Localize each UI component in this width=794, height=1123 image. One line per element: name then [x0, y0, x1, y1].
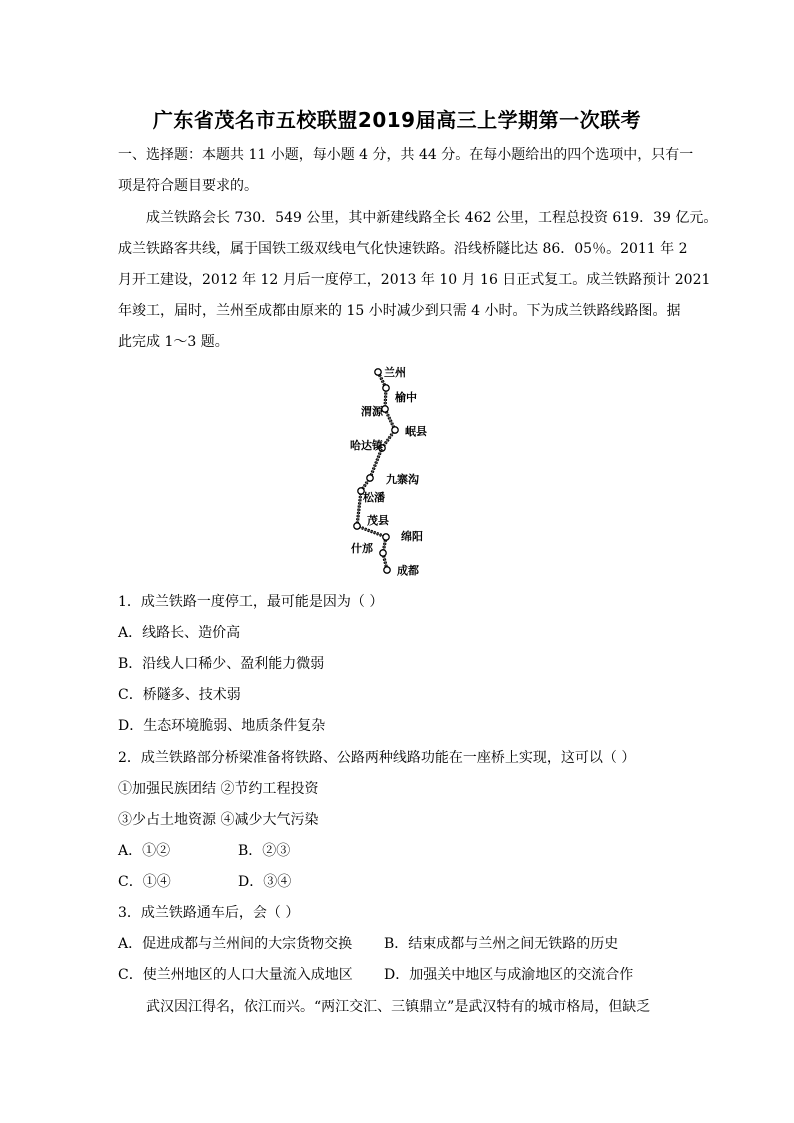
station-marker — [383, 534, 389, 540]
station-label: 九寨沟 — [386, 473, 419, 486]
passage1-line5: 此完成 1～3 题。 — [118, 334, 229, 350]
station-label: 兰州 — [384, 366, 406, 379]
question-1-option-b: B．沿线人口稀少、盈利能力微弱 — [118, 656, 325, 672]
question-3-option-a: A．促进成都与兰州间的大宗货物交换 — [118, 936, 353, 952]
station-label: 岷县 — [405, 425, 427, 438]
passage1-line1: 成兰铁路会长 730．549 公里，其中新建线路全长 462 公里，工程总投资 619．39 亿元。 — [146, 210, 718, 226]
station-marker — [354, 523, 360, 529]
passage1-line2: 成兰铁路客共线，属于国铁工级双线电气化快速铁路。沿线桥隧比达 86．05％。2011 年 2 — [118, 241, 688, 257]
question-2-option-a: A．①② — [118, 843, 171, 859]
section-instruction-line2: 项是符合题目要求的。 — [118, 178, 258, 194]
question-1-option-a: A．线路长、造价高 — [118, 625, 241, 641]
question-1-stem: 1．成兰铁路一度停工，最可能是因为（ ） — [118, 594, 384, 610]
station-marker — [383, 385, 389, 391]
station-marker — [375, 369, 381, 375]
question-3-option-d: D．加强关中地区与成渝地区的交流合作 — [384, 967, 634, 983]
station-marker — [392, 427, 398, 433]
question-3-option-b: B．结束成都与兰州之间无铁路的历史 — [384, 936, 619, 952]
railway-line-core — [357, 372, 395, 570]
question-2-option-b: B．②③ — [238, 843, 291, 859]
station-label: 茂县 — [367, 514, 389, 527]
question-2-items-row2: ③少占土地资源 ④减少大气污染 — [118, 812, 319, 828]
station-label: 绵阳 — [401, 530, 423, 543]
station-label: 哈达镇 — [350, 439, 383, 452]
station-marker — [380, 550, 386, 556]
question-2-items-row1: ①加强民族团结 ②节约工程投资 — [118, 781, 319, 797]
section-instruction-line1: 一、选择题：本题共 11 小题，每小题 4 分，共 44 分。在每小题给出的四个选项中，只有一 — [118, 147, 694, 163]
passage1-line4: 年竣工，届时，兰州至成都由原来的 15 小时减少到只需 4 小时。下为成兰铁路线路图。据 — [118, 303, 681, 319]
station-label: 松潘 — [363, 491, 385, 504]
station-marker — [384, 567, 390, 573]
question-1-option-c: C．桥隧多、技术弱 — [118, 687, 241, 703]
station-label: 渭源 — [361, 405, 383, 418]
station-label: 榆中 — [395, 391, 417, 404]
question-1-option-d: D．生态环境脆弱、地质条件复杂 — [118, 718, 326, 734]
station-label: 成都 — [397, 564, 419, 577]
station-marker — [367, 475, 373, 481]
question-3-option-c: C．使兰州地区的人口大量流入成地区 — [118, 967, 353, 983]
passage2-line1: 武汉因江得名，依江而兴。“两江交汇、三镇鼎立”是武汉特有的城市格局，但缺乏 — [146, 999, 651, 1015]
question-3-stem: 3．成兰铁路通车后，会（ ） — [118, 905, 300, 921]
question-2-stem: 2．成兰铁路部分桥梁准备将铁路、公路两种线路功能在一座桥上实现，这可以（ ） — [118, 750, 636, 766]
railway-line — [357, 372, 395, 570]
station-label: 什邡 — [351, 542, 373, 555]
passage1-line3: 月开工建设，2012 年 12 月后一度停工，2013 年 10 月 16 日正式复工。成兰铁路预计 2021 — [118, 272, 711, 288]
railway-route-map — [340, 362, 450, 582]
question-2-option-d: D．③④ — [238, 874, 292, 890]
page-title: 广东省茂名市五校联盟2019届高三上学期第一次联考 — [152, 108, 642, 132]
question-2-option-c: C．①④ — [118, 874, 171, 890]
